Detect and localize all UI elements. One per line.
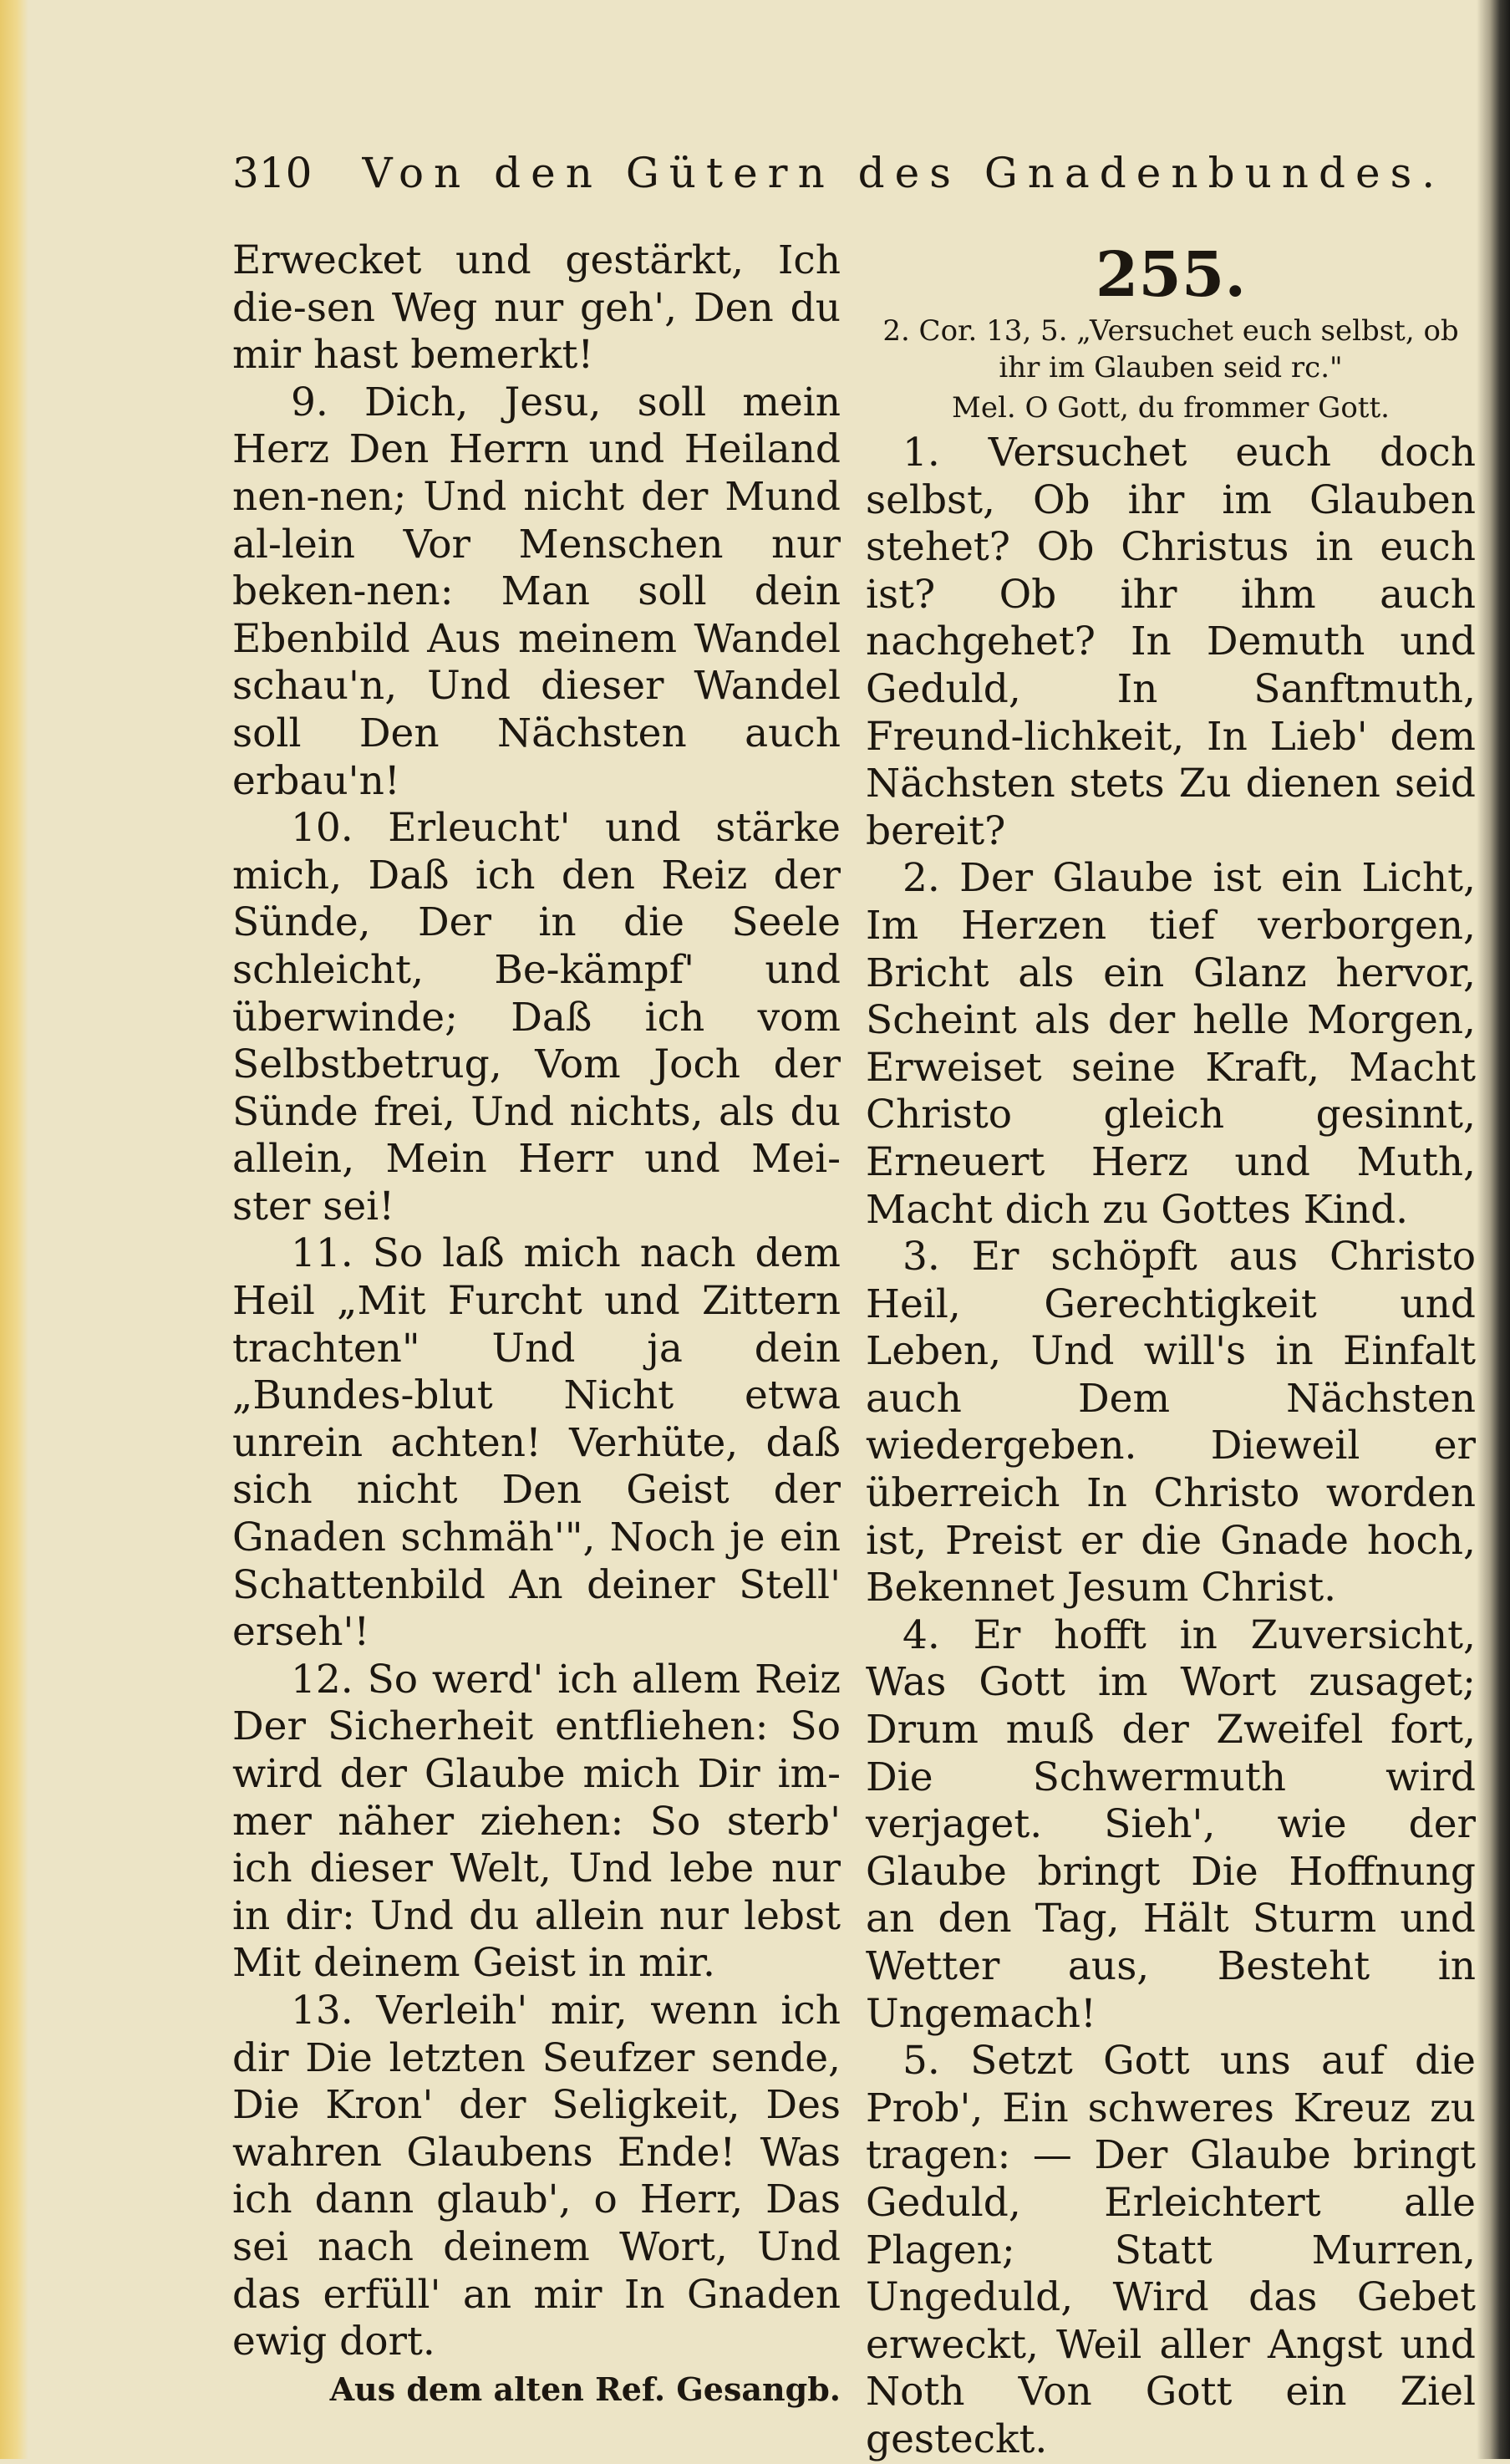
stanza-4: 4. Er hofft in Zuversicht, Was Gott im Wort zusaget; Drum muß der Zweifel fort, Die Schwermuth wird verjaget. Sieh', wie der Glaube bringt Die Hoffnung an den Tag, Hält Sturm und Wetter aus, Besteht in Ungemach! <box>866 1611 1476 2037</box>
stanza-2: 2. Der Glaube ist ein Licht, Im Herzen tief verborgen, Bricht als ein Glanz hervor, Scheint als der helle Morgen, Erweiset seine Kraft, Macht Christo gleich gesinnt, Erneuert Herz und Muth, Macht dich zu Gottes Kind. <box>866 855 1476 1233</box>
hymn-number: 255. <box>1095 239 1247 311</box>
stanza-1: 1. Versuchet euch doch selbst, Ob ihr im Glauben stehet? Ob Christus in euch ist? Ob ihr ihm auch nachgehet? In Demuth und Geduld, In Sanftmuth, Freund-lichkeit, In Lieb' dem Nächsten stets Zu dienen seid bereit? <box>866 430 1476 854</box>
stanza-3: 3. Er schöpft aus Christo Heil, Gerechtigkeit und Leben, Und will's in Einfalt auch Dem Nächsten wiedergeben. Dieweil er überreich In Christo worden ist, Preist er die Gnade hoch, Bekennet Jesum Christ. <box>866 1234 1476 1611</box>
right-column <box>866 237 1476 2464</box>
running-title: Von den Gütern des Gnadenbundes. <box>362 149 1446 197</box>
stanza-11: 11. So laß mich nach dem Heil „Mit Furcht und Zittern trachten" Und ja dein „Bundes-blut Nicht etwa unrein achten! Verhüte, daß sich nicht Den Geist der Gnaden schmäh'", Noch je ein Schattenbild An deiner Stell' erseh'! <box>232 1230 841 1656</box>
stanza-12: 12. So werd' ich allem Reiz Der Sicherheit entfliehen: So wird der Glaube mich Dir im-mer näher ziehen: So sterb' ich dieser Welt, Und lebe nur in dir: Und du allein nur lebst Mit deinem Geist in mir. <box>232 1656 841 1987</box>
page-header <box>232 149 1446 216</box>
hymn-source: Aus dem alten Ref. Gesangb. <box>329 2370 841 2408</box>
continuation-text: Erwecket und gestärkt, Ich die-sen Weg nur geh', Den du mir hast bemerkt! <box>232 237 841 379</box>
stanza-9: 9. Dich, Jesu, soll mein Herz Den Herrn und Heiland nen-nen; Und nicht der Mund al-lein Vor Menschen nur beken-nen: Man soll dein Ebenbild Aus meinem Wandel schau'n, Und dieser Wandel soll Den Nächsten auch erbau'n! <box>232 379 841 804</box>
page-edge-left <box>0 0 28 2459</box>
stanza-13: 13. Verleih' mir, wenn ich dir Die letzten Seufzer sende, Die Kron' der Seligkeit, Des wahren Glaubens Ende! Was ich dann glaub', o Herr, Das sei nach deinem Wort, Und das erfüll' an mir In Gnaden ewig dort. <box>232 1987 841 2365</box>
stanza-5: 5. Setzt Gott uns auf die Prob', Ein schweres Kreuz zu tragen: — Der Glaube bringt Geduld, Erleichtert alle Plagen; Statt Murren, Ungeduld, Wird das Gebet erweckt, Weil aller Angst und Noth Von Gott ein Ziel gesteckt. <box>866 2038 1476 2462</box>
scripture-reference: 2. Cor. 13, 5. „Versuchet euch selbst, ob ihr im Glauben seid rc." <box>882 314 1459 384</box>
page-edge-right <box>1477 0 1510 2459</box>
stanza-10: 10. Erleucht' und stärke mich, Daß ich den Reiz der Sünde, Der in die Seele schleicht, Be-kämpf' und überwinde; Daß ich vom Selbstbetrug, Vom Joch der Sünde frei, Und nichts, als du allein, Mein Herr und Mei-ster sei! <box>232 805 841 1229</box>
page-number: 310 <box>232 149 313 197</box>
melody-line: Mel. O Gott, du frommer Gott. <box>952 391 1390 425</box>
left-column <box>232 237 841 2413</box>
